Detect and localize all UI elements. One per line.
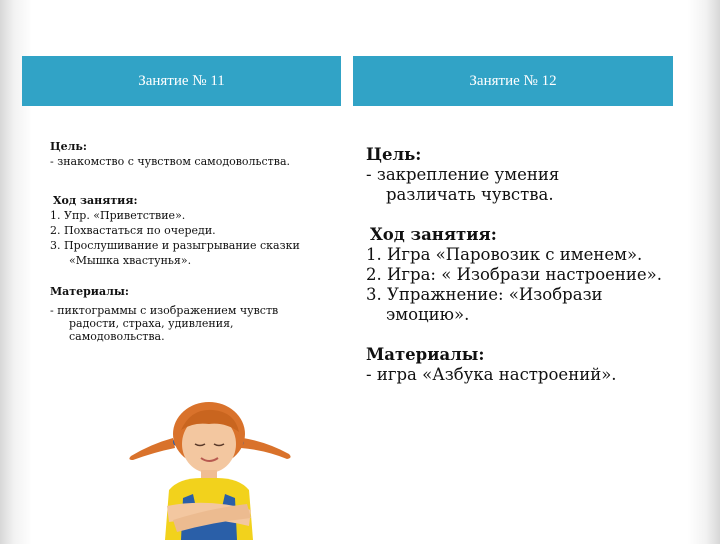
- materials-title: Материалы:: [50, 285, 129, 298]
- step-3-continued: «Мышка хвастунья».: [69, 254, 192, 267]
- girl-illustration: [121, 394, 304, 540]
- lesson-11-content: [50, 139, 340, 343]
- goal-text: - знакомство с чувством самодовольства.: [50, 155, 291, 168]
- lesson-12-header: Занятие № 12: [353, 56, 673, 106]
- materials-text-2: радости, страха, удивления,: [69, 317, 234, 330]
- materials-title: Материалы:: [366, 345, 485, 364]
- materials-text-3: самодовольства.: [69, 330, 165, 343]
- course-title: Ход занятия:: [53, 194, 138, 207]
- goal-text-2: различать чувства.: [386, 185, 554, 204]
- step-3: 3. Упражнение: «Изобрази: [366, 285, 603, 304]
- step-2: 2. Игра: « Изобрази настроение».: [366, 265, 663, 284]
- course-title: Ход занятия:: [370, 225, 497, 244]
- step-3-continued: эмоцию».: [386, 305, 470, 324]
- step-1: 1. Игра «Паровозик с именем».: [366, 245, 643, 264]
- materials-text: - пиктограммы с изображением чувств: [50, 304, 279, 317]
- goal-title: Цель:: [50, 140, 87, 153]
- lesson-11-header: Занятие № 11: [22, 56, 341, 106]
- goal-title: Цель:: [366, 145, 422, 164]
- step-3: 3. Прослушивание и разыгрывание сказки: [50, 239, 300, 252]
- goal-text: - закрепление умения: [366, 165, 560, 184]
- materials-text: - игра «Азбука настроений».: [366, 365, 617, 384]
- step-2: 2. Похвастаться по очереди.: [50, 224, 216, 237]
- step-1: 1. Упр. «Приветствие».: [50, 209, 186, 222]
- girl-icon: [121, 394, 304, 540]
- lesson-12-content: [366, 145, 686, 385]
